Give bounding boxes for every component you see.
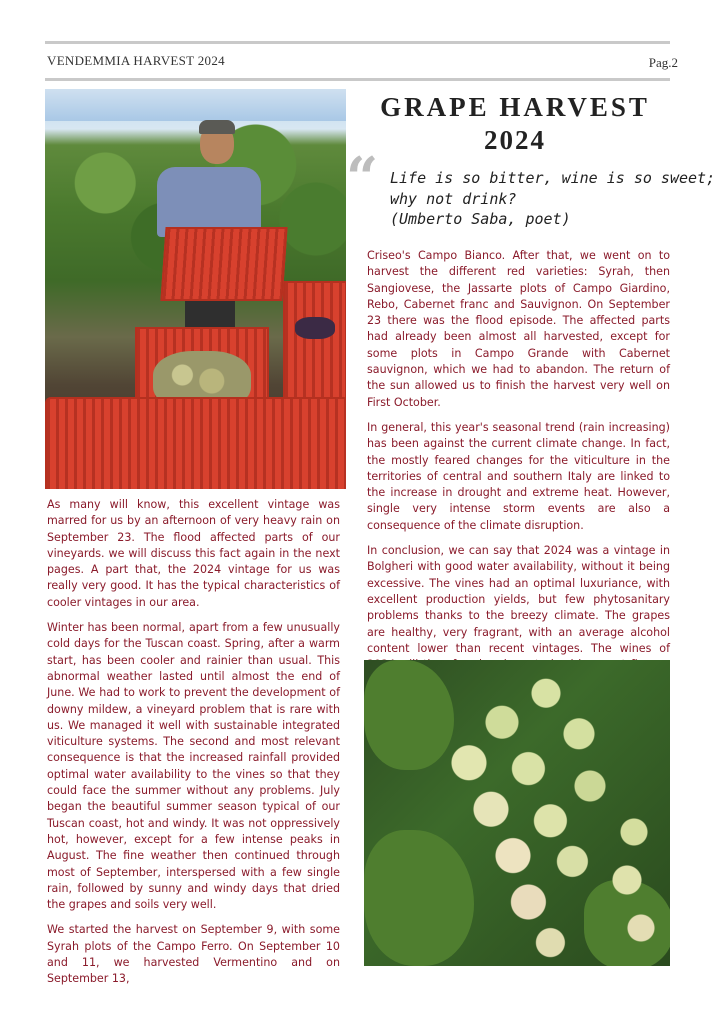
quote-line: Life is so bitter, wine is so sweet; <box>390 169 716 187</box>
header-page-number: Pag.2 <box>648 55 678 70</box>
photo-red-grapes <box>295 317 335 339</box>
photo-crate-front <box>45 397 346 489</box>
photo-worker-legs <box>185 299 235 329</box>
grape-cluster-photo <box>364 660 670 966</box>
article-title-year: 2024 <box>484 125 546 155</box>
quote-line: why not drink? <box>390 190 517 208</box>
photo-crate-held <box>160 227 287 301</box>
left-text-column <box>47 497 340 997</box>
right-text-column <box>367 248 670 699</box>
harvest-worker-photo <box>45 89 346 489</box>
photo-grape-cluster-secondary <box>599 800 669 960</box>
header-publication-title: VENDEMMIA HARVEST 2024 <box>47 53 225 68</box>
header-bottom-rule <box>45 78 670 81</box>
paragraph: As many will know, this excellent vintage was marred for us by an afternoon of very heavy rain on September 23. The flood affected parts of our vineyards. we will discuss this fact again in the next pages. A part that, the 2024 vintage for us was really very good. It has the typical characteristics of cooler vintages in our area. <box>47 498 340 609</box>
paragraph: In conclusion, we can say that 2024 was a vintage in Bolgheri with good water availability, without it being excessive. The vines had an optimal luxuriance, with excellent production yields, but few phytosanitary problems thanks to the breezy climate. The grapes are healthy, very fragrant, with an average alcohol content lower than recent vintages. The wines of <box>367 544 670 655</box>
photo-worker-cap <box>199 120 235 134</box>
paragraph: We started the harvest on September 9, with some Syrah plots of the Campo Ferro. On September 10 and 11, we harvested Vermentino and on September 13, <box>47 923 340 986</box>
paragraph: Winter has been normal, apart from a few unusually cold days for the Tuscan coast. Spring, after a warm start, has been cooler and rainier than usual. This abnormal weather lasted until almost the end of June. We had to work to prevent the development of downy mildew, a vineyard problem that is rare with us. We managed it well with sustainable integrated viticulture systems. The second and most relevant consequence is that the increased rainfall provided optimal water availability to the vines so that they could face the summer without any problems. July began the beautiful summer season typical of our Tuscan coast, hot and windy. It was not oppressively hot, however, except for a few intense peaks in August. The fine weather then continued through most of September, interspersed with a few single rain, followed by sunny and windy days that dried the grapes and soils very well. <box>47 621 340 912</box>
header-top-rule <box>45 41 670 44</box>
article-title: GRAPE HARVEST <box>380 92 650 122</box>
paragraph: In general, this year's seasonal trend (rain increasing) has been against the current climate change. In fact, the mostly feared changes for the viticulture in the territories of central and southern Italy are linked to the increase in drought and extreme heat. However, single very intense storm events are also a consequence of the climate disruption. <box>367 420 670 532</box>
quote-attribution: (Umberto Saba, poet) <box>390 210 571 228</box>
paragraph: Criseo's Campo Bianco. After that, we went on to harvest the different red varieties: Syrah, then Sangiovese, the Jassarte plots of Campo Giardino, Rebo, Cabernet franc and Sauvignon. On September 23 there was the flood episode. The affected parts had already been almost all harvested, except for some plots in Campo Grande with Cabernet sauvignon, which we had to abandon. The return of the sun allowed us to finish the harvest very well on First October. <box>367 249 670 409</box>
quote-mark-icon: “ <box>346 145 379 211</box>
